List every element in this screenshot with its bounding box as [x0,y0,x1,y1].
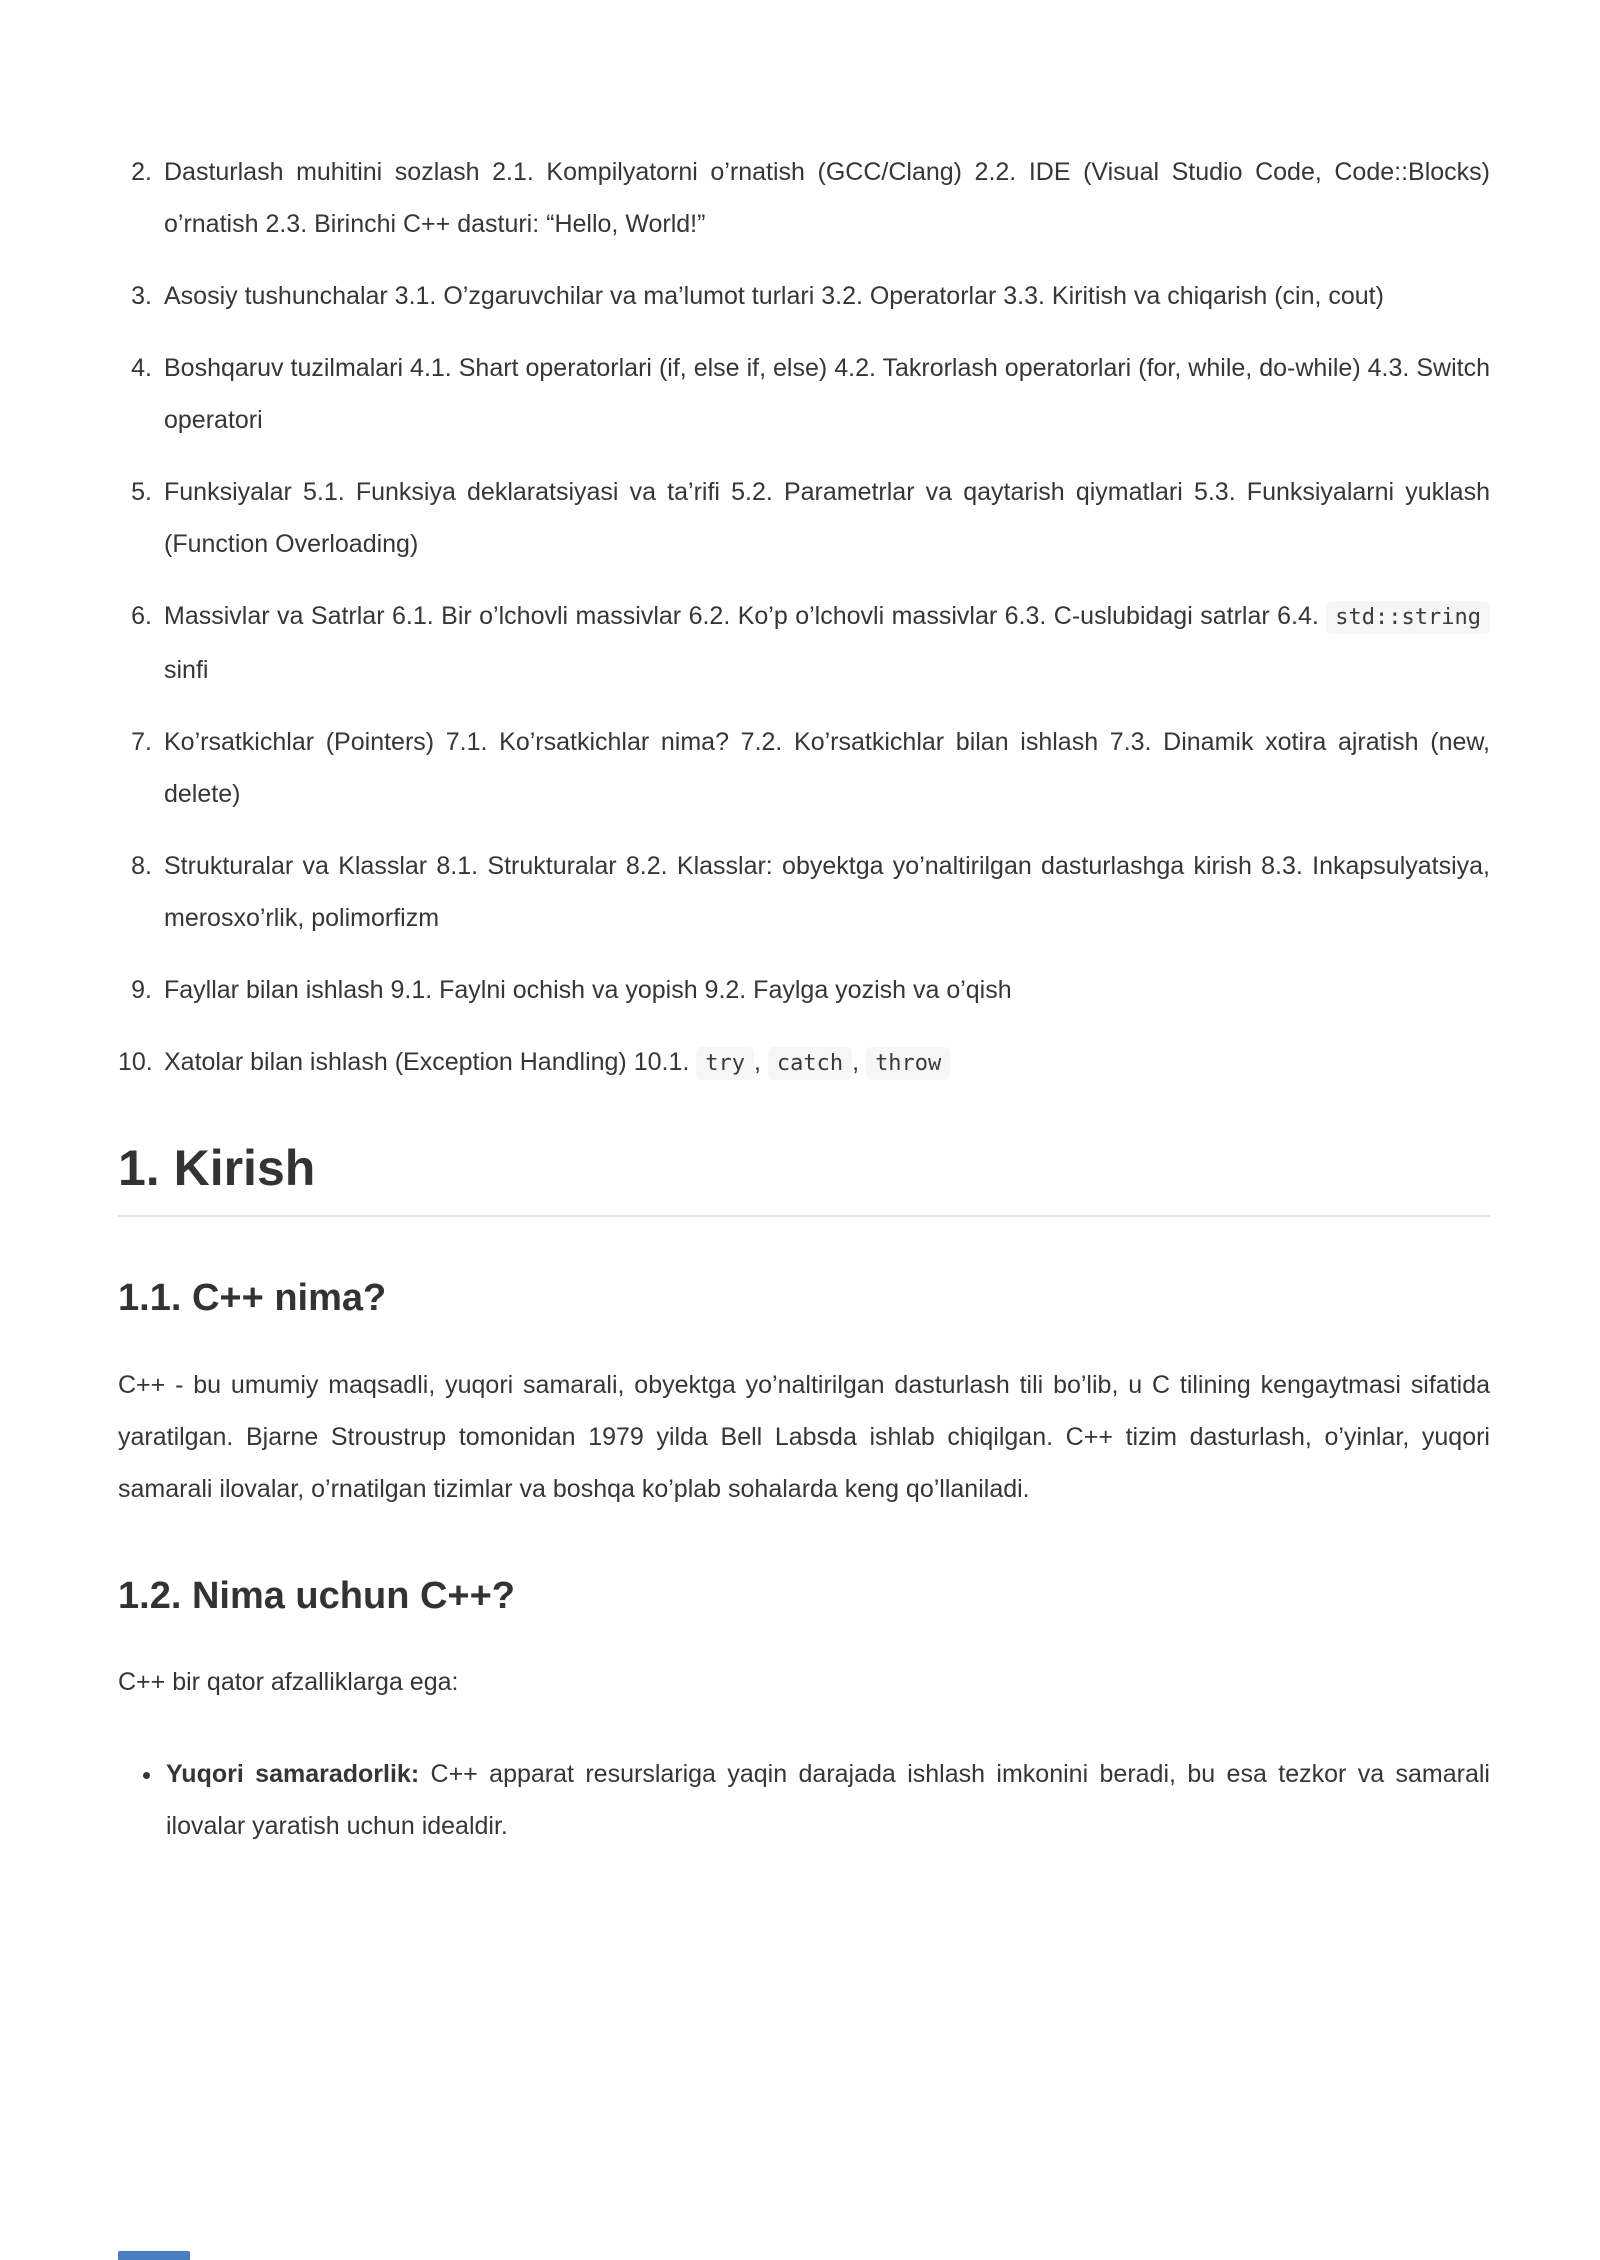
text-segment: Strukturalar va Klasslar 8.1. Strukturalar 8.2. Klasslar: obyektga yo’naltirilgan dasturlashga kirish 8.3. Inkapsulyatsiya, merosxo’rlik, polimorfizm [164,852,1490,932]
toc-list-item [118,1036,1490,1090]
bold-text: Yuqori samaradorlik: [166,1760,420,1788]
list-item-text [164,270,1490,322]
toc-list-item [118,146,1490,250]
text-segment: Xatolar bilan ishlash (Exception Handling) 10.1. [164,1048,697,1076]
text-segment: , [754,1048,768,1076]
advantages-bullet-list [118,1748,1490,1852]
subsection-heading-cpp-nima: 1.1. C++ nima? [118,1277,387,1319]
list-item-number: 3. [131,282,152,310]
list-item-text [164,146,1490,250]
list-item-number: 4. [131,354,152,382]
list-item-text [164,840,1490,944]
text-segment: Funksiyalar 5.1. Funksiya deklaratsiyasi va ta’rifi 5.2. Parametrlar va qaytarish qiymatlari 5.3. Funksiyalarni yuklash (Function Overloading) [164,478,1490,558]
toc-list-item [118,590,1490,696]
text-segment: sinfi [164,656,209,684]
text-segment: Ko’rsatkichlar (Pointers) 7.1. Ko’rsatkichlar nima? 7.2. Ko’rsatkichlar bilan ishlash 7.3. Dinamik xotira ajratish (new, delete) [164,728,1490,808]
text-segment: C++ apparat resurslariga yaqin darajada ishlash imkonini beradi, bu esa tezkor va samarali ilovalar yaratish uchun idealdir. [166,1760,1490,1840]
list-item-text [164,590,1490,696]
list-item-number: 10. [118,1048,153,1076]
list-item-number: 6. [131,602,152,630]
toc-list-item [118,466,1490,570]
paragraph-afzalliklar-intro: C++ bir qator afzalliklarga ega: [118,1668,459,1696]
list-item-number: 7. [131,728,152,756]
inline-code: throw [866,1047,950,1080]
list-item-text [164,466,1490,570]
list-item-number: 9. [131,976,152,1004]
toc-list-item [118,342,1490,446]
section-heading-kirish: 1. Kirish [118,1138,1490,1217]
toc-ordered-list [118,146,1490,1090]
list-item-text [164,716,1490,820]
toc-list-item [118,716,1490,820]
text-segment: Asosiy tushunchalar 3.1. O’zgaruvchilar va ma’lumot turlari 3.2. Operatorlar 3.3. Kiritish va chiqarish (cin, cout) [164,282,1384,310]
list-item-text [164,1036,1490,1090]
text-segment: , [852,1048,867,1076]
list-item-number: 8. [131,852,152,880]
text-segment: Massivlar va Satrlar 6.1. Bir o’lchovli massivlar 6.2. Ko’p o’lchovli massivlar 6.3. C-uslubidagi satrlar 6.4. [164,602,1327,630]
text-segment: Boshqaruv tuzilmalari 4.1. Shart operatorlari (if, else if, else) 4.2. Takrorlash operatorlari (for, while, do-while) 4.3. Switch operatori [164,354,1490,434]
inline-code: std::string [1326,601,1490,634]
inline-code: catch [768,1047,852,1080]
list-item-number: 5. [131,478,152,506]
paragraph-cpp-nima: C++ - bu umumiy maqsadli, yuqori samarali, obyektga yo’naltirilgan dasturlash tili bo’lib, u C tilining kengaytmasi sifatida yaratilgan. Bjarne Stroustrup tomonidan 1979 yilda Bell Labsda ishlab chiqilgan. C++ tizim dasturlash, o’yinlar, yuqori samarali ilovalar, o’rnatilgan tizimlar va boshqa ko’plab sohalarda keng qo’llaniladi. [118,1370,1490,1503]
toc-list-item [118,270,1490,322]
text-segment: Fayllar bilan ishlash 9.1. Faylni ochish va yopish 9.2. Faylga yozish va o’qish [164,976,1012,1004]
list-item-text [164,342,1490,446]
bottom-partial-element [118,2251,190,2260]
toc-list-item [118,964,1490,1016]
text-segment: Dasturlash muhitini sozlash 2.1. Kompilyatorni o’rnatish (GCC/Clang) 2.2. IDE (Visual Studio Code, Code::Blocks) o’rnatish 2.3. Birinchi C++ dasturi: “Hello, World!” [164,158,1490,238]
toc-list-item [118,840,1490,944]
subsection-heading-nima-uchun-cpp: 1.2. Nima uchun C++? [118,1574,515,1617]
list-item-number: 2. [131,158,152,186]
advantage-list-item [164,1748,1490,1852]
list-item-text [164,964,1490,1016]
inline-code: try [696,1047,754,1080]
